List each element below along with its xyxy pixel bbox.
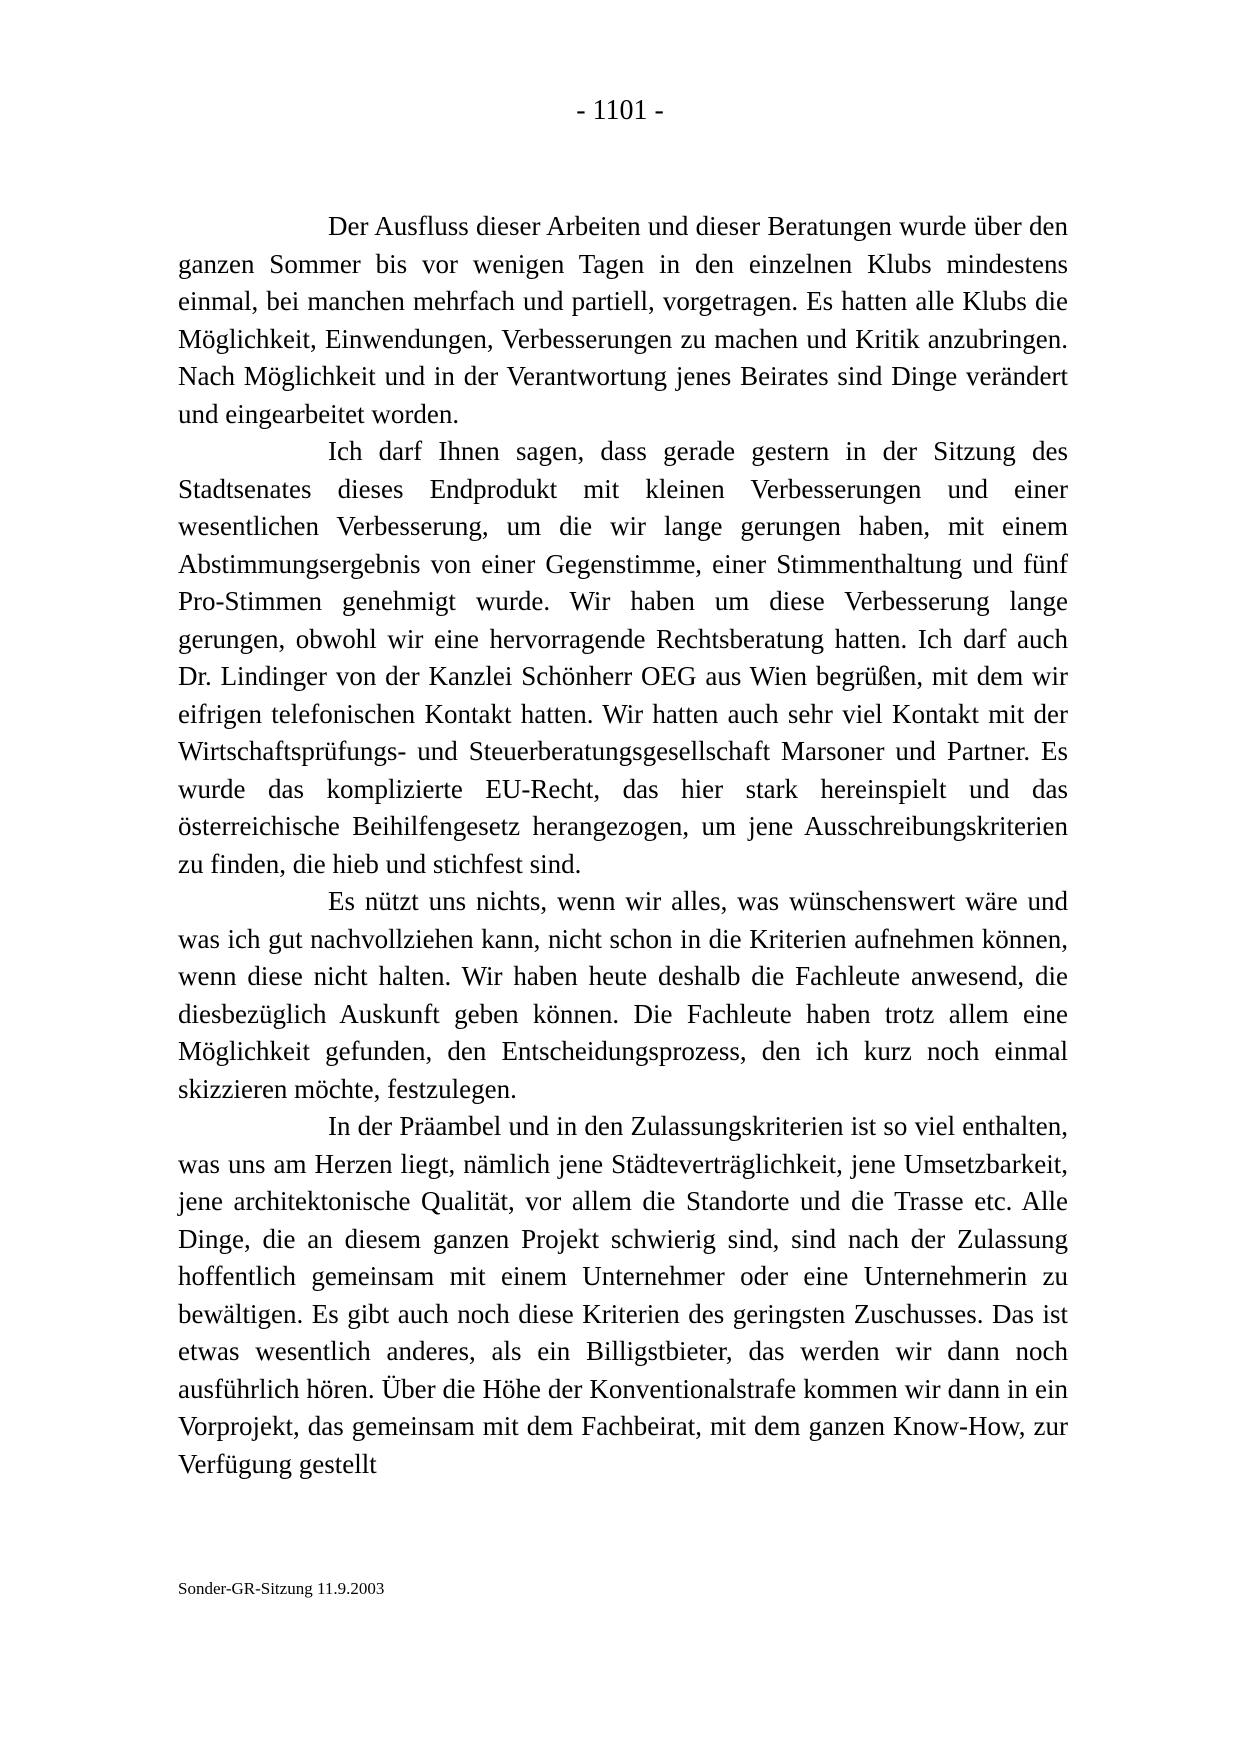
footer-session-label: Sonder-GR-Sitzung 11.9.2003	[178, 1579, 385, 1598]
paragraph: Ich darf Ihnen sagen, dass gerade gestern in der Sitzung des Stadtsenates dieses Endprodukt mit kleinen Verbesserungen und einer wesentlichen Verbesserung, um die wir lange gerungen haben, mit einem Abstimmungsergebnis von einer Gegenstimme, einer Stimmenthaltung und fünf Pro-Stimmen genehmigt wurde. Wir haben um diese Verbesserung lange gerungen, obwohl wir eine hervorragende Rechtsberatung hatten. Ich darf auch Dr. Lindinger von der Kanzlei Schönherr OEG aus Wien begrüßen, mit dem wir eifrigen telefonischen Kontakt hatten. Wir hatten auch sehr viel Kontakt mit der Wirtschaftsprüfungs- und Steuerberatungsgesellschaft Marsoner und Partner. Es wurde das komplizierte EU-Recht, das hier stark hereinspielt und das österreichische Beihilfengesetz herangezogen, um jene Ausschreibungskriterien zu finden, die hieb und stichfest sind.	[178, 436, 1068, 879]
paragraph: Es nützt uns nichts, wenn wir alles, was wünschenswert wäre und was ich gut nachvollziehen kann, nicht schon in die Kriterien aufnehmen können, wenn diese nicht halten. Wir haben heute deshalb die Fachleute anwesend, die diesbezüglich Auskunft geben können. Die Fachleute haben trotz allem eine Möglichkeit gefunden, den Entscheidungsprozess, den ich kurz noch einmal skizzieren möchte, festzulegen.	[178, 886, 1068, 1104]
page-number: - 1101 -	[576, 95, 664, 126]
paragraph: Der Ausfluss dieser Arbeiten und dieser Beratungen wurde über den ganzen Sommer bis vor wenigen Tagen in den einzelnen Klubs mindestens einmal, bei manchen mehrfach und partiell, vorgetragen. Es hatten alle Klubs die Möglichkeit, Einwendungen, Verbesserungen zu machen und Kritik anzubringen. Nach Möglichkeit und in der Verantwortung jenes Beirates sind Dinge verändert und eingearbeitet worden.	[178, 211, 1068, 429]
document-body	[178, 208, 1068, 1483]
paragraph: In der Präambel und in den Zulassungskriterien ist so viel enthalten, was uns am Herzen liegt, nämlich jene Städteverträglichkeit, jene Umsetzbarkeit, jene architektonische Qualität, vor allem die Standorte und die Trasse etc. Alle Dinge, die an diesem ganzen Projekt schwierig sind, sind nach der Zulassung hoffentlich gemeinsam mit einem Unternehmer oder eine Unternehmerin zu bewältigen. Es gibt auch noch diese Kriterien des geringsten Zuschusses. Das ist etwas wesentlich anderes, als ein Billigstbieter, das werden wir dann noch ausführlich hören. Über die Höhe der Konventionalstrafe kommen wir dann in ein Vorprojekt, das gemeinsam mit dem Fachbeirat, mit dem ganzen Know-How, zur Verfügung gestellt	[178, 1111, 1068, 1479]
